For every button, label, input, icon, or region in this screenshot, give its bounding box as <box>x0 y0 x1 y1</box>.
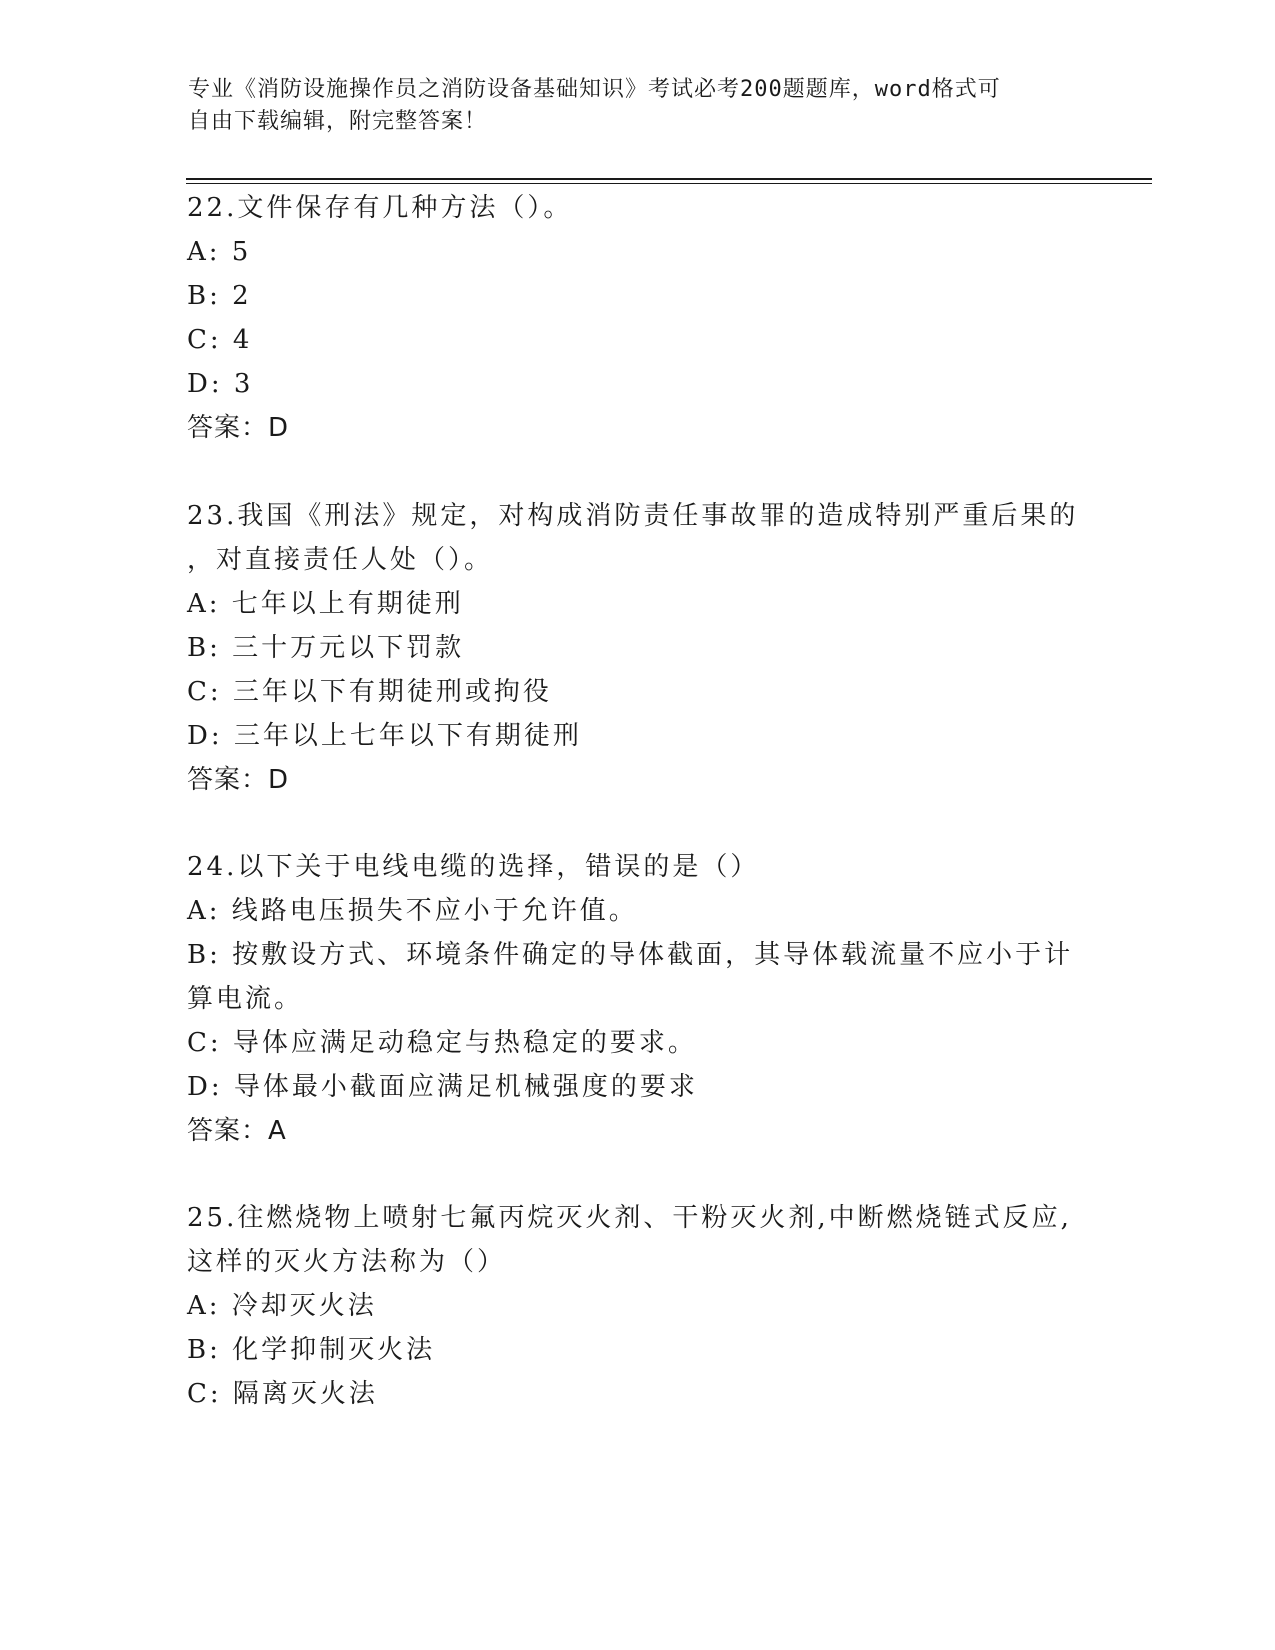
question-22-answer: 答案：D <box>187 413 290 443</box>
question-24-answer: 答案：A <box>187 1116 287 1146</box>
question-24-option-c: C: 导体应满足动稳定与热稳定的要求。 <box>187 1028 697 1058</box>
header-line-1: 专业《消防设施操作员之消防设备基础知识》考试必考200题题库，word格式可 <box>188 77 1001 102</box>
header-divider <box>186 178 1152 180</box>
question-23-stem-line-1: 23.我国《刑法》规定，对构成消防责任事故罪的造成特别严重后果的 <box>187 501 1079 531</box>
question-24-stem: 24.以下关于电线电缆的选择，错误的是（） <box>187 852 760 882</box>
question-22-option-a: A: 5 <box>187 237 252 267</box>
question-24-option-d: D: 导体最小截面应满足机械强度的要求 <box>187 1072 698 1102</box>
question-23-option-b: B: 三十万元以下罚款 <box>187 633 465 663</box>
question-22-option-d: D: 3 <box>187 369 254 399</box>
question-23-option-a: A: 七年以上有期徒刑 <box>187 589 464 619</box>
question-23-answer: 答案：D <box>187 765 290 795</box>
header-divider-thin <box>186 183 1152 184</box>
question-22-option-c: C: 4 <box>187 325 253 355</box>
question-23-stem-line-2: ，对直接责任人处（）。 <box>187 545 494 575</box>
document-header <box>188 74 1068 138</box>
question-25-option-b: B: 化学抑制灭火法 <box>187 1335 436 1365</box>
question-22-option-b: B: 2 <box>187 281 252 311</box>
question-25-stem-line-1: 25.往燃烧物上喷射七氟丙烷灭火剂、干粉灭火剂,中断燃烧链式反应, <box>187 1203 1072 1233</box>
question-25-option-a: A: 冷却灭火法 <box>187 1291 377 1321</box>
question-25-option-c: C: 隔离灭火法 <box>187 1379 378 1409</box>
question-24-option-b-continued: 算电流。 <box>187 984 304 1014</box>
question-24-option-a: A: 线路电压损失不应小于允许值。 <box>187 896 638 926</box>
question-24-option-b: B: 按敷设方式、环境条件确定的导体截面，其导体载流量不应小于计 <box>187 940 1074 970</box>
question-23-option-d: D: 三年以上七年以下有期徒刑 <box>187 721 582 751</box>
question-23-option-c: C: 三年以下有期徒刑或拘役 <box>187 677 552 707</box>
header-line-2: 自由下载编辑，附完整答案！ <box>188 109 488 134</box>
question-25-stem-line-2: 这样的灭火方法称为（） <box>187 1247 507 1277</box>
question-22-stem: 22.文件保存有几种方法（）。 <box>187 193 573 223</box>
